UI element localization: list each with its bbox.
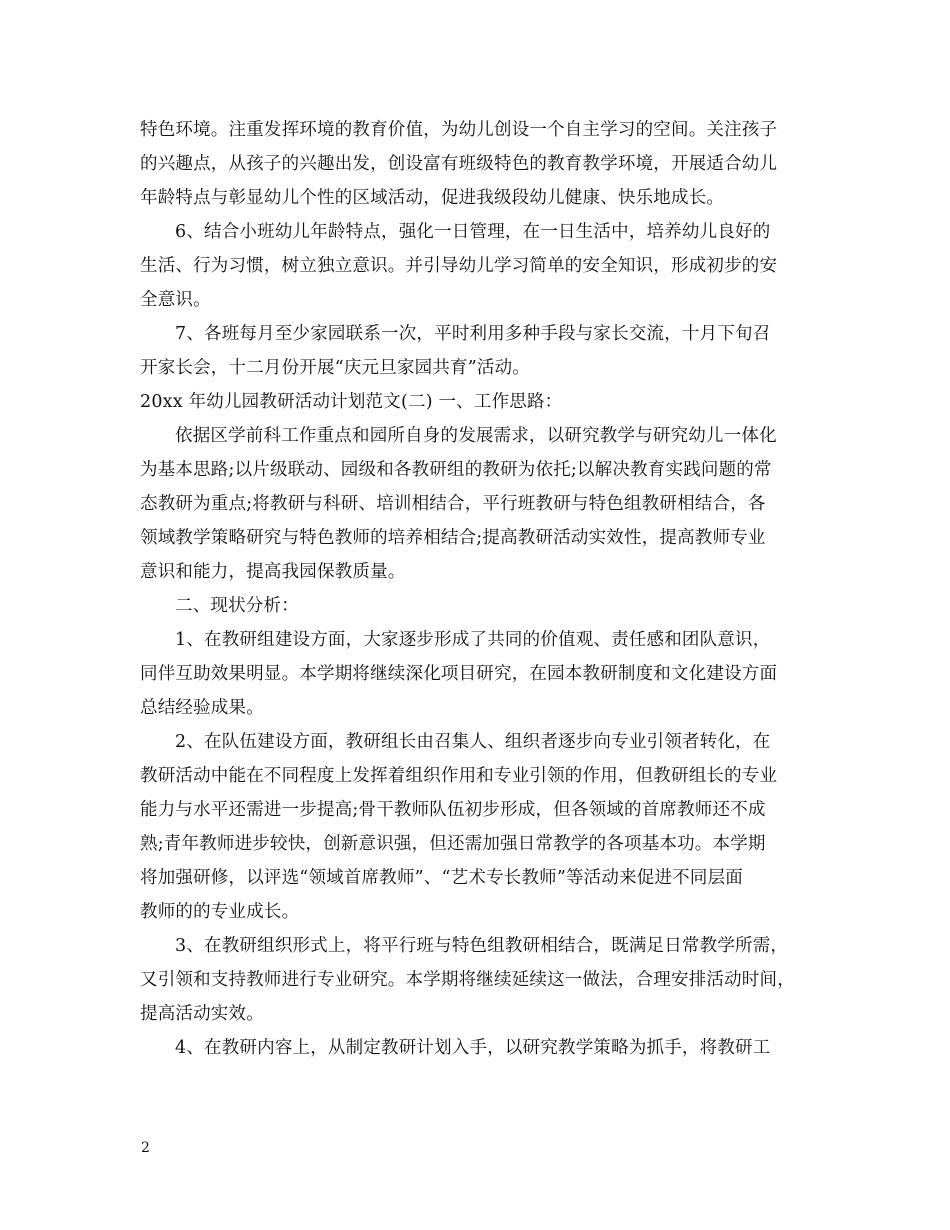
text-line: 将加强研修，以评选“领域首席教师”、“艺术专长教师”等活动来促进不同层面 [140,868,743,888]
text-line: 意识和能力，提高我园保教质量。 [140,562,406,582]
text-line: 生活、行为习惯，树立独立意识。并引导幼儿学习简单的安全知识，形成初步的安 [140,256,778,276]
text-line: 二、现状分析： [175,596,299,616]
text-line: 态教研为重点;将教研与科研、培训相结合，平行班教研与特色组教研相结合，各 [140,494,766,514]
text-line: 教师的的专业成长。 [140,902,300,922]
page-number: 2 [141,1140,150,1156]
text-line: 4、在教研内容上，从制定教研计划入手，以研究教学策略为抓手，将教研工 [175,1038,771,1058]
text-line: 20xx 年幼儿园教研活动计划范文(二) 一、工作思路： [140,392,563,412]
text-line: 为基本思路;以片级联动、园级和各教研组的教研为依托;以解决教育实践问题的常 [140,460,772,480]
text-line: 依据区学前科工作重点和园所自身的发展需求，以研究教学与研究幼儿一体化 [175,426,777,446]
text-line: 开家长会，十二月份开展“庆元旦家园共育”活动。 [140,358,530,378]
text-line: 1、在教研组建设方面，大家逐步形成了共同的价值观、责任感和团队意识， [175,630,771,650]
text-line: 又引领和支持教师进行专业研究。本学期将继续延续这一做法，合理安排活动时间， [140,970,795,990]
document-body [140,113,810,1065]
text-line: 熟;青年教师进步较快，创新意识强，但还需加强日常教学的各项基本功。本学期 [140,834,766,854]
text-line: 提高活动实效。 [140,1004,264,1024]
text-line: 领域教学策略研究与特色教师的培养相结合;提高教研活动实效性，提高教师专业 [140,528,766,548]
text-line: 年龄特点与彰显幼儿个性的区域活动，促进我级段幼儿健康、快乐地成长。 [140,188,725,208]
text-line: 全意识。 [140,290,211,310]
text-line: 2、在队伍建设方面，教研组长由召集人、组织者逐步向专业引领者转化，在 [175,732,771,752]
text-line: 教研活动中能在不同程度上发挥着组织作用和专业引领的作用，但教研组长的专业 [140,766,778,786]
text-line: 能力与水平还需进一步提高;骨干教师队伍初步形成，但各领域的首席教师还不成 [140,800,766,820]
text-line: 3、在教研组织形式上，将平行班与特色组教研相结合，既满足日常教学所需， [175,936,789,956]
text-line: 7、各班每月至少家园联系一次，平时利用多种手段与家长交流，十月下旬召 [175,324,771,344]
text-line: 同伴互助效果明显。本学期将继续深化项目研究，在园本教研制度和文化建设方面 [140,664,778,684]
text-line: 特色环境。注重发挥环境的教育价值，为幼儿创设一个自主学习的空间。关注孩子 [140,120,778,140]
text-line: 的兴趣点，从孩子的兴趣出发，创设富有班级特色的教育教学环境，开展适合幼儿 [140,154,778,174]
text-line: 总结经验成果。 [140,698,264,718]
text-line: 6、结合小班幼儿年龄特点，强化一日管理，在一日生活中，培养幼儿良好的 [175,222,771,242]
